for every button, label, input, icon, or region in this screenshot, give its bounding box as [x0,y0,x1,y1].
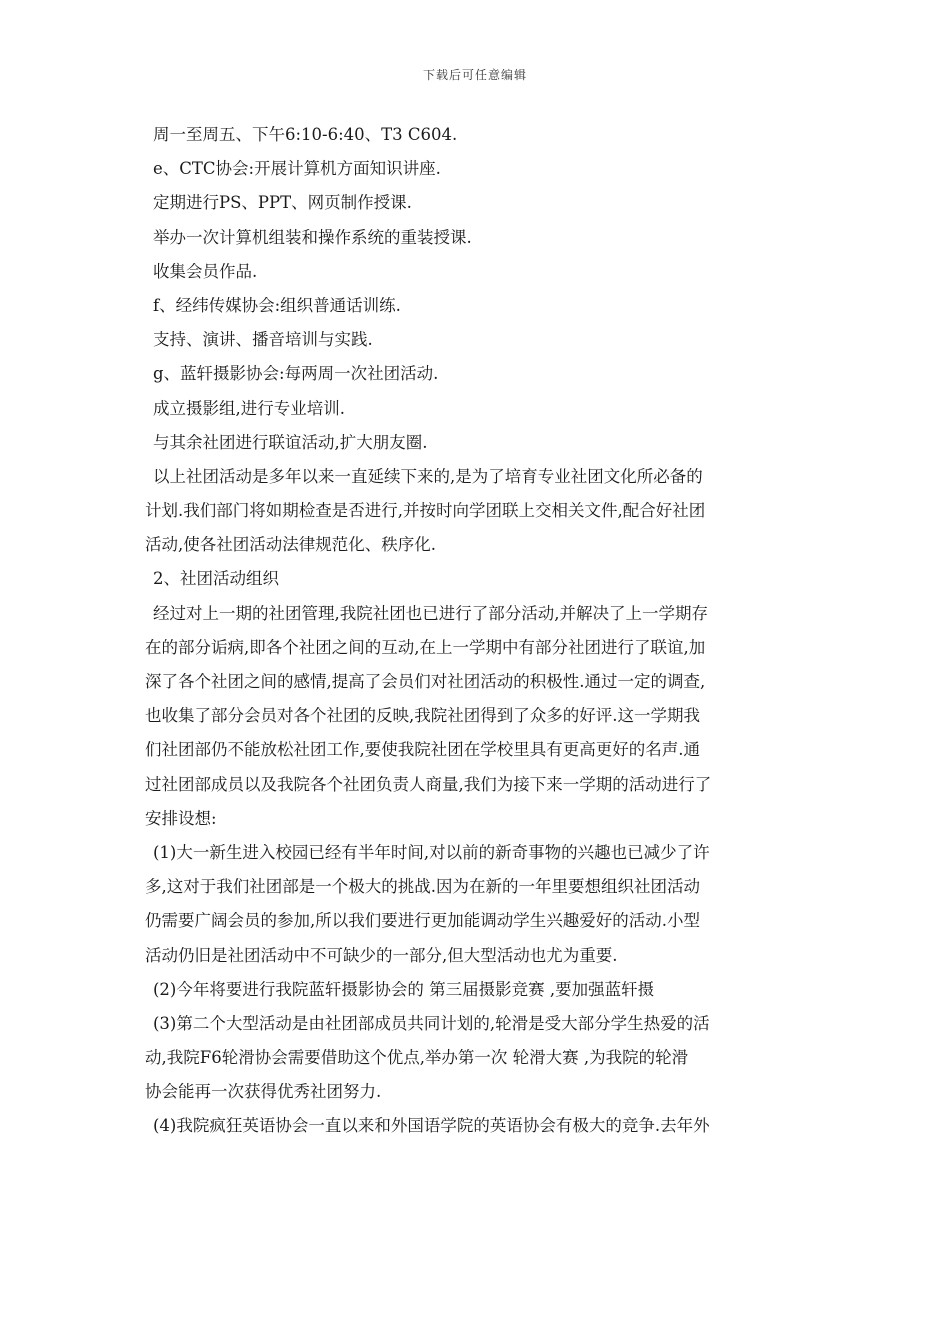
text-line: 深了各个社团之间的感情,提高了会员们对社团活动的积极性.通过一定的调查, [145,672,706,691]
text-line: 成立摄影组,进行专业培训. [153,398,345,418]
text-line: 协会能再一次获得优秀社团努力. [145,1082,382,1102]
text-line: 在的部分诟病,即各个社团之间的互动,在上一学期中有部分社团进行了联谊,加 [145,637,706,657]
text-line: f、经纬传媒协会:组织普通话训练. [153,295,401,315]
text-line: 2、社团活动组织 [153,569,279,589]
text-line: 仍需要广阔会员的参加,所以我们要进行更加能调动学生兴趣爱好的活动.小型 [145,911,700,931]
text-line: 收集会员作品. [153,261,258,281]
text-line: 活动,使各社团活动法律规范化、秩序化. [145,535,436,555]
text-line: 举办一次计算机组装和操作系统的重装授课. [153,227,472,247]
text-line: 计划.我们部门将如期检查是否进行,并按时向学团联上交相关文件,配合好社团 [145,501,706,521]
text-line: (1)大一新生进入校园已经有半年时间,对以前的新奇事物的兴趣也已减少了许 [153,842,710,862]
text-line: (2)今年将要进行我院蓝轩摄影协会的 第三届摄影竞赛 ,要加强蓝轩摄 [153,979,655,999]
text-line: 以上社团活动是多年以来一直延续下来的,是为了培育专业社团文化所必备的 [153,466,703,486]
text-line: 动,我院F6轮滑协会需要借助这个优点,举办第一次 轮滑大赛 ,为我院的轮滑 [145,1048,689,1068]
text-line: 多,这对于我们社团部是一个极大的挑战.因为在新的一年里要想组织社团活动 [145,877,700,897]
document-body [145,118,810,1144]
text-line: (4)我院疯狂英语协会一直以来和外国语学院的英语协会有极大的竞争.去年外 [153,1116,710,1136]
text-line: 支持、演讲、播音培训与实践. [153,330,373,350]
text-line: 经过对上一期的社团管理,我院社团也已进行了部分活动,并解决了上一学期存 [153,603,708,623]
text-line: 过社团部成员以及我院各个社团负责人商量,我们为接下来一学期的活动进行了 [145,774,712,794]
page-header: 下载后可任意编辑 [422,68,527,82]
text-line: 也收集了部分会员对各个社团的反映,我院社团得到了众多的好评.这一学期我 [145,706,700,726]
text-line: 活动仍旧是社团活动中不可缺少的一部分,但大型活动也尤为重要. [145,945,618,965]
text-line: 们社团部仍不能放松社团工作,要使我院社团在学校里具有更高更好的名声.通 [145,740,700,760]
text-line: 定期进行PS、PPT、网页制作授课. [153,193,412,213]
text-line: 安排设想: [145,808,217,828]
text-line: 与其余社团进行联谊活动,扩大朋友圈. [153,432,428,452]
text-line: e、CTC协会:开展计算机方面知识讲座. [153,159,441,179]
text-line: 周一至周五、下午6:10-6:40、T3 C604. [153,125,458,144]
text-line: g、蓝轩摄影协会:每两周一次社团活动. [153,364,439,384]
text-line: (3)第二个大型活动是由社团部成员共同计划的,轮滑是受大部分学生热爱的活 [153,1013,710,1033]
